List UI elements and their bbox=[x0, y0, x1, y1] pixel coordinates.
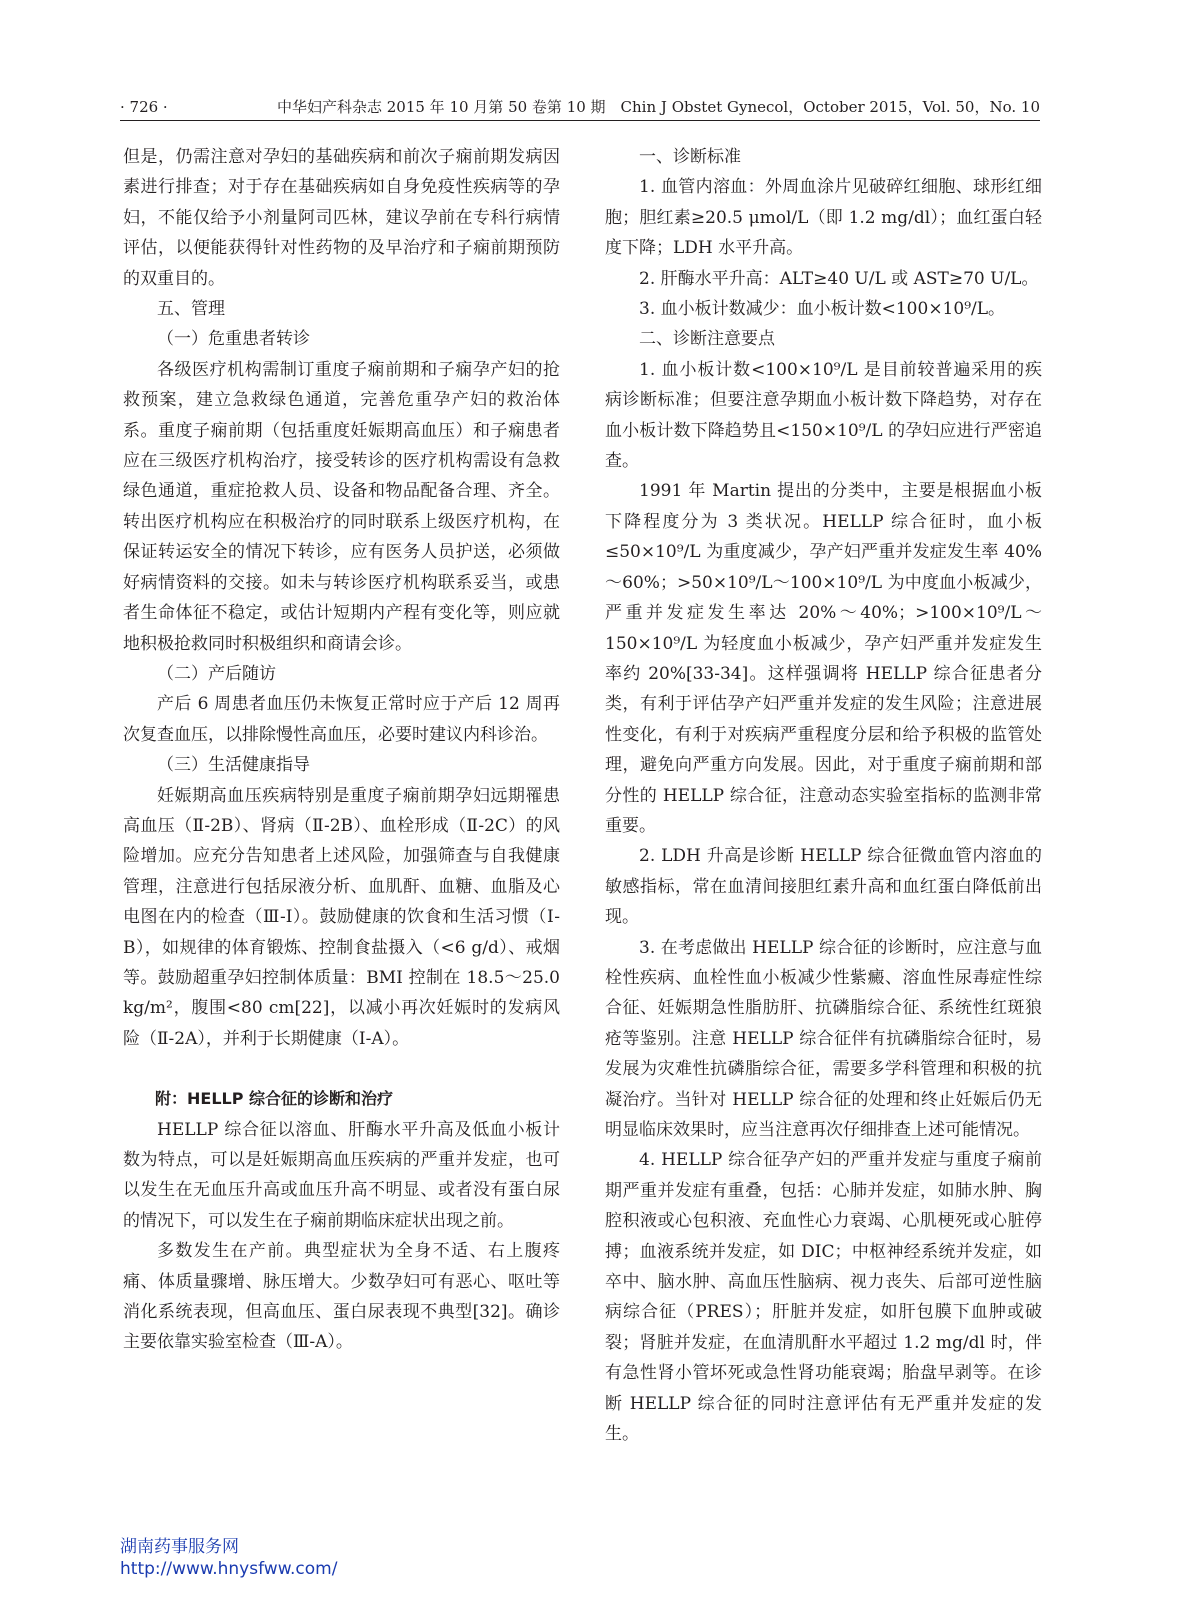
site-watermark[interactable] bbox=[120, 1536, 337, 1580]
paragraph: 1. 血小板计数<100×10⁹/L 是目前较普遍采用的疾病诊断标准；但要注意孕期血小板计数下降趋势，对存在血小板计数下降趋势且<150×10⁹/L 的孕妇应进行严密追查。 bbox=[605, 359, 1042, 472]
paragraph: 各级医疗机构需制订重度子痫前期和子痫孕产妇的抢救预案，建立急救绿色通道，完善危重孕产妇的救治体系。重度子痫前期（包括重度妊娠期高血压）和子痫患者应在三级医疗机构治疗，接受转诊的医疗机构需设有急救绿色通道，重症抢救人员、设备和物品配备合理、齐全。转出医疗机构应在积极治疗的同时联系上级医疗机构，在保证转运安全的情况下转诊，应有医务人员护送，必须做好病情资料的交接。如未与转诊医疗机构联系妥当，或患者生命体征不稳定，或估计短期内产程有变化等，则应就地积极抢救同时积极组织和商请会诊。 bbox=[123, 359, 560, 654]
paragraph: 2. 肝酶水平升高：ALT≥40 U/L 或 AST≥70 U/L。 bbox=[639, 268, 1039, 289]
paragraph: HELLP 综合征以溶血、肝酶水平升高及低血小板计数为特点，可以是妊娠期高血压疾病的严重并发症，也可以发生在无血压升高或血压升高不明显、或者没有蛋白尿的情况下，可以发生在子痫前期临床症状出现之前。 bbox=[123, 1119, 560, 1231]
watermark-site-name: 湖南药事服务网 bbox=[120, 1537, 239, 1557]
subsection-heading: （一）危重患者转诊 bbox=[157, 329, 310, 350]
watermark-url-link[interactable]: http://www.hnysfww.com/ bbox=[120, 1559, 338, 1579]
paragraph: 多数发生在产前。典型症状为全身不适、右上腹疼痛、体质量骤增、脉压增大。少数孕妇可有恶心、呕吐等消化系统表现，但高血压、蛋白尿表现不典型[32]。确诊主要依靠实验室检查（Ⅲ-A）。 bbox=[123, 1241, 560, 1353]
paragraph: 1. 血管内溶血：外周血涂片见破碎红细胞、球形红细胞；胆红素≥20.5 μmol/L（即 1.2 mg/dl）；血红蛋白轻度下降；LDH 水平升高。 bbox=[605, 177, 1042, 259]
left-column bbox=[123, 142, 560, 1358]
paragraph: 1991 年 Martin 提出的分类中，主要是根据血小板下降程度分为 3 类状况。HELLP 综合征时，血小板≤50×10⁹/L 为重度减少，孕产妇严重并发症发生率 40%～60%；>50×10⁹/L～100×10⁹/L 为中度血小板减少，严重并发症发生率达 20%～40%；>100×10⁹/L～150×10⁹/L 为轻度血小板减少，孕产妇严重并发症发生率约 20%[33-34]。这样强调将 HELLP 综合征患者分类，有利于评估孕产妇严重并发症的发生风险；注意进展性变化，有利于对疾病严重程度分层和给予积极的监管处理，避免向严重方向发展。因此，对于重度子痫前期和部分性的 HELLP 综合征，注意动态实验室指标的监测非常重要。 bbox=[605, 481, 1042, 836]
subsection-heading: （三）生活健康指导 bbox=[157, 755, 310, 776]
appendix-title: 附：HELLP 综合征的诊断和治疗 bbox=[155, 1089, 394, 1109]
paragraph: 3. 在考虑做出 HELLP 综合征的诊断时，应注意与血栓性疾病、血栓性血小板减少性紫癜、溶血性尿毒症性综合征、妊娠期急性脂肪肝、抗磷脂综合征、系统性红斑狼疮等鉴别。注意 HELLP 综合征伴有抗磷脂综合征时，易发展为灾难性抗磷脂综合征，需要多学科管理和积极的抗凝治疗。当针对 HELLP 综合征的处理和终止妊娠后仍无明显临床效果时，应当注意再次仔细排查上述可能情况。 bbox=[605, 937, 1042, 1140]
page-number: · 726 · bbox=[120, 98, 168, 116]
paragraph: 4. HELLP 综合征孕产妇的严重并发症与重度子痫前期严重并发症有重叠，包括：心肺并发症，如肺水肿、胸腔积液或心包积液、充血性心力衰竭、心肌梗死或心脏停搏；血液系统并发症，如 DIC；中枢神经系统并发症，如卒中、脑水肿、高血压性脑病、视力丧失、后部可逆性脑病综合征（PRES）；肝脏并发症，如肝包膜下血肿或破裂；肾脏并发症，在血清肌酐水平超过 1.2 mg/dl 时，伴有急性肾小管坏死或急性肾功能衰竭；胎盘早剥等。在诊断 HELLP 综合征的同时注意评估有无严重并发症的发生。 bbox=[605, 1150, 1042, 1445]
paragraph: 3. 血小板计数减少：血小板计数<100×10⁹/L。 bbox=[639, 299, 1006, 320]
paragraph: 但是，仍需注意对孕妇的基础疾病和前次子痫前期发病因素进行排查；对于存在基础疾病如自身免疫性疾病等的孕妇，不能仅给予小剂量阿司匹林，建议孕前在专科行病情评估，以便能获得针对性药物的及早治疗和子痫前期预防的双重目的。 bbox=[123, 147, 560, 289]
paragraph: 产后 6 周患者血压仍未恢复正常时应于产后 12 周再次复查血压，以排除慢性高血压，必要时建议内科诊治。 bbox=[123, 694, 560, 745]
header-rule bbox=[120, 120, 1040, 121]
page-header bbox=[120, 96, 1040, 118]
paragraph: 妊娠期高血压疾病特别是重度子痫前期孕妇远期罹患高血压（Ⅱ-2B）、肾病（Ⅱ-2B）、血栓形成（Ⅱ-2C）的风险增加。应充分告知患者上述风险，加强筛查与自我健康管理，注意进行包括尿液分析、血肌酐、血糖、血脂及心电图在内的检查（Ⅲ-I）。鼓励健康的饮食和生活习惯（Ⅰ-B），如规律的体育锻炼、控制食盐摄入（<6 g/d）、戒烟等。鼓励超重孕妇控制体质量：BMI 控制在 18.5～25.0 kg/m²，腹围<80 cm[22]，以减小再次妊娠时的发病风险（Ⅱ-2A），并利于长期健康（Ⅰ-A）。 bbox=[123, 785, 560, 1049]
section-heading: 五、管理 bbox=[157, 299, 225, 320]
subsection-heading: （二）产后随访 bbox=[157, 663, 276, 684]
right-column bbox=[605, 142, 1042, 1449]
running-head: 中华妇产科杂志 2015 年 10 月第 50 卷第 10 期 Chin J Obstet Gynecol，October 2015，Vol. 50，No. 10 bbox=[276, 98, 1040, 116]
section-heading: 二、诊断注意要点 bbox=[639, 329, 775, 350]
section-heading: 一、诊断标准 bbox=[639, 147, 741, 167]
paragraph: 2. LDH 升高是诊断 HELLP 综合征微血管内溶血的敏感指标，常在血清间接胆红素升高和血红蛋白降低前出现。 bbox=[605, 846, 1042, 928]
